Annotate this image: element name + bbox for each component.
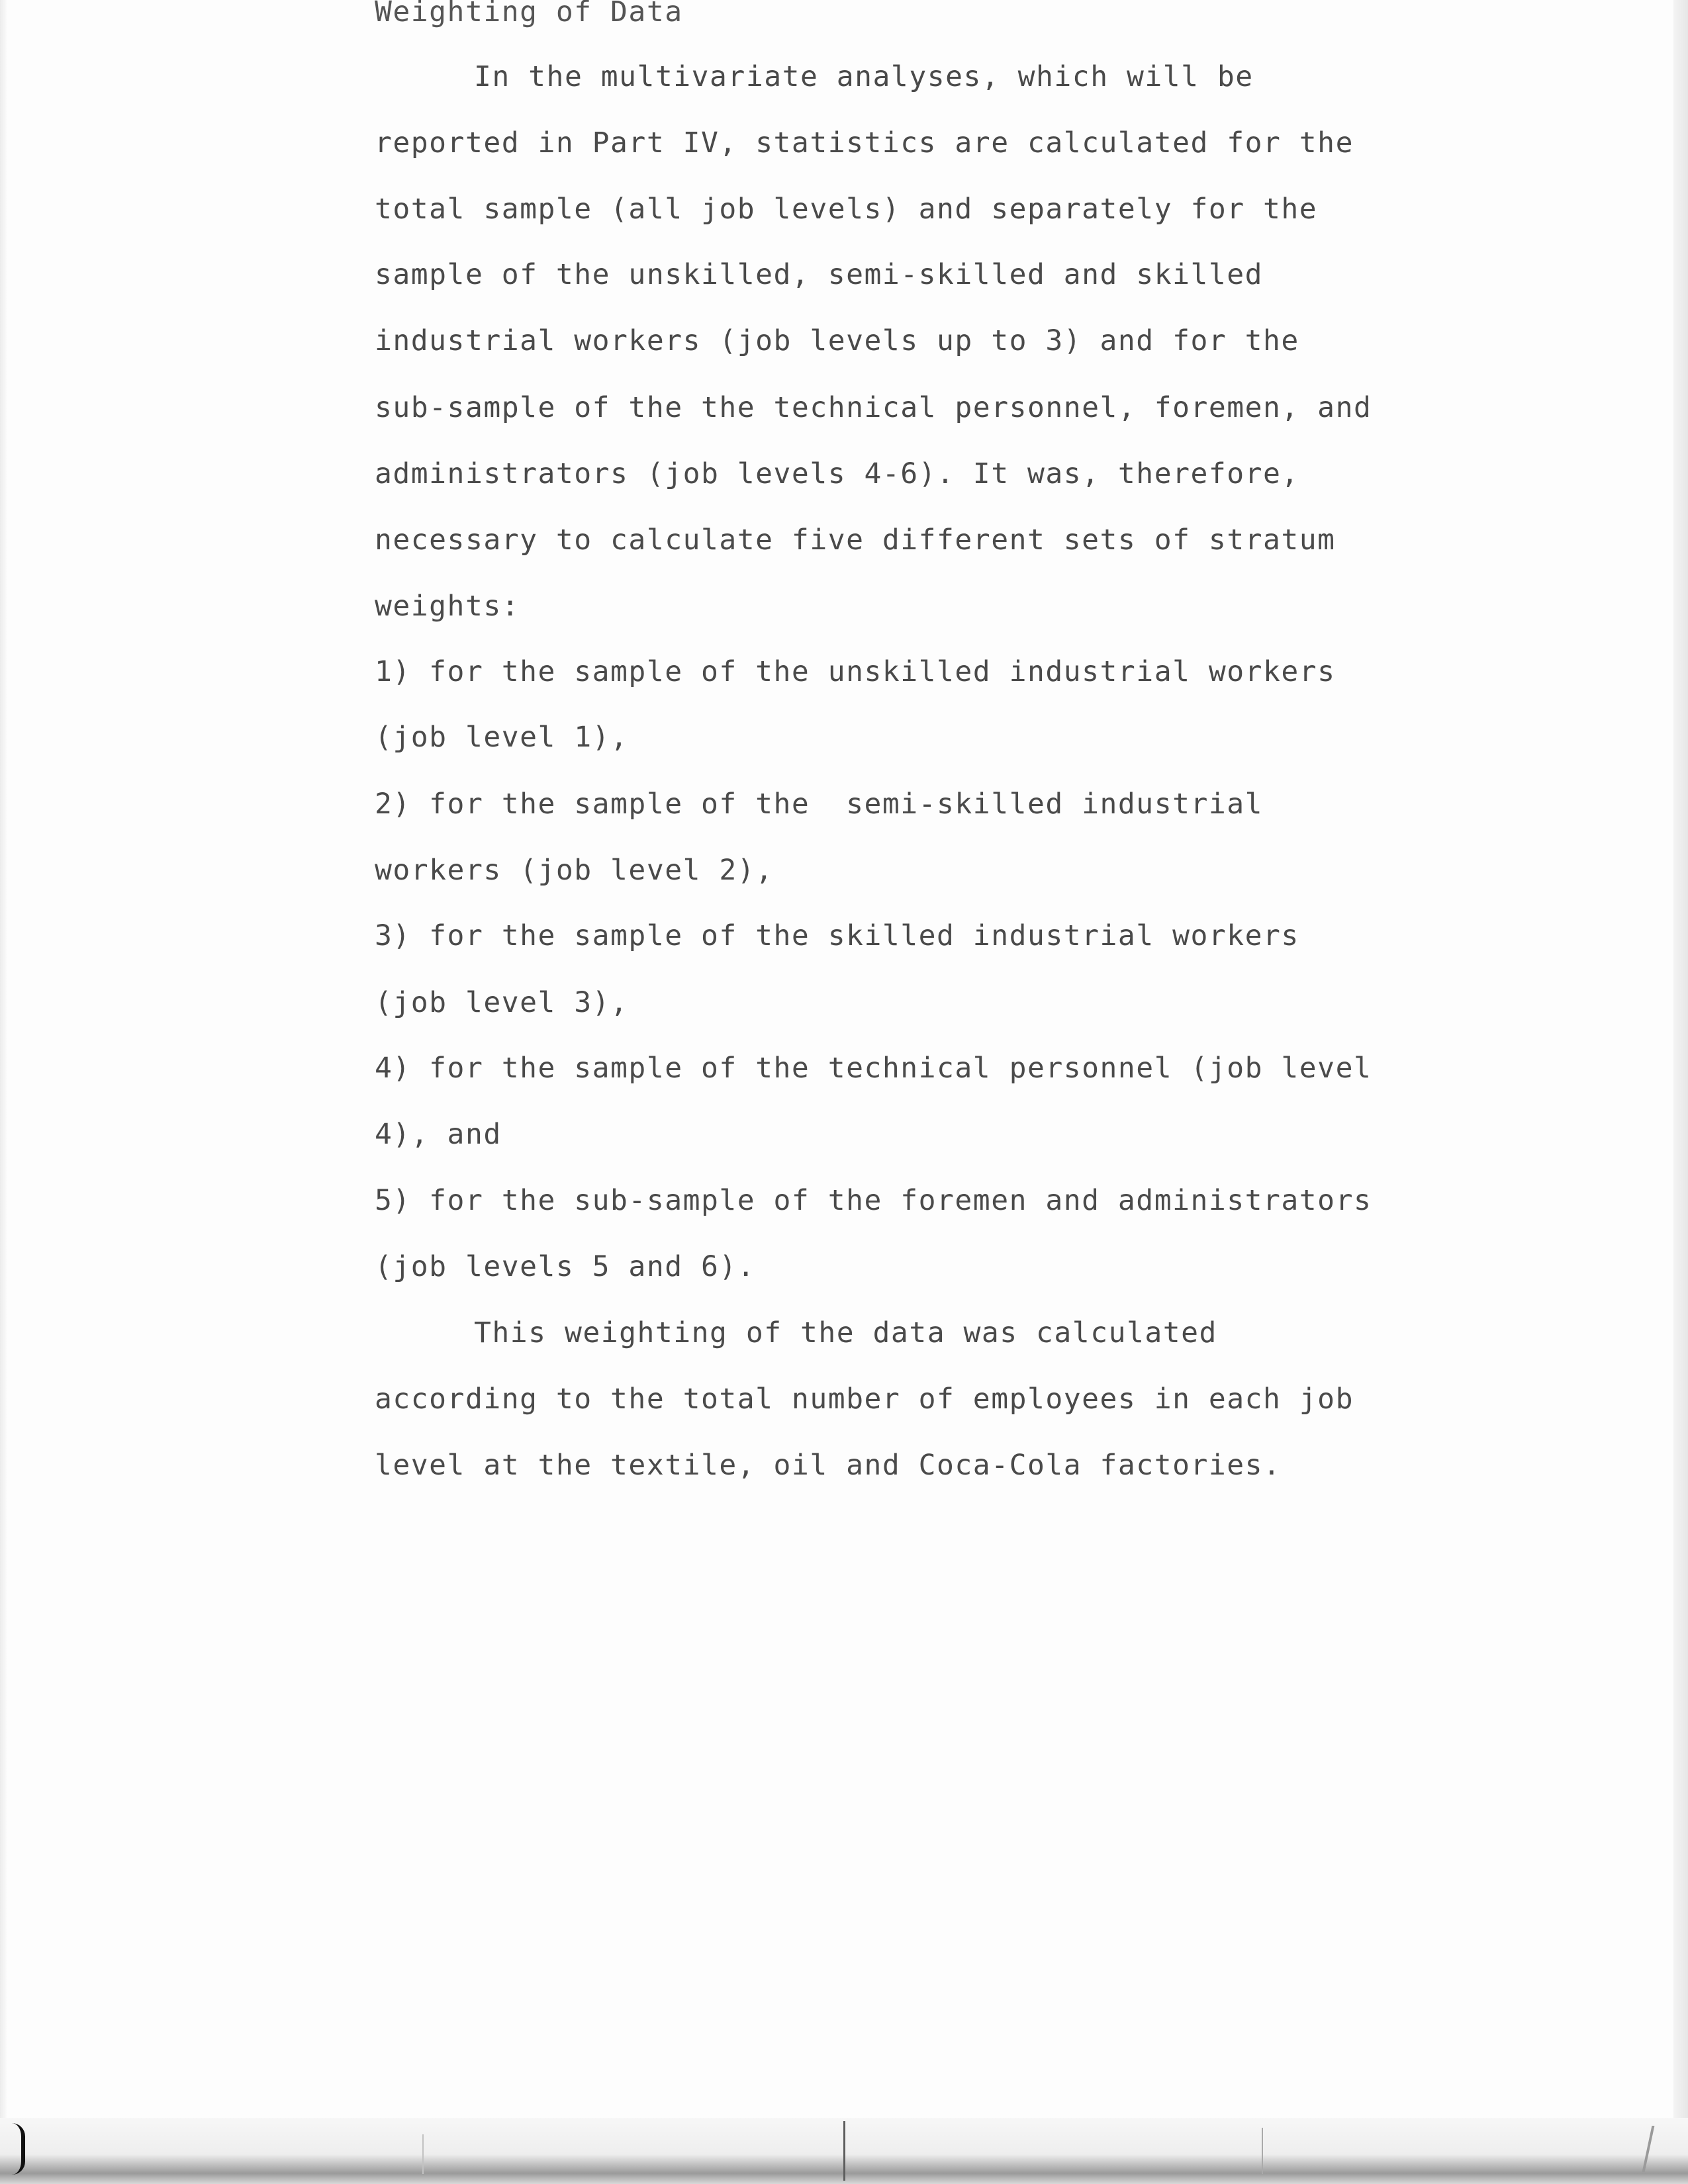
section-heading: Weighting of Data (375, 0, 683, 28)
text-line: weights: (375, 590, 520, 623)
list-item-line: (job level 1), (375, 721, 629, 754)
text-line: total sample (all job levels) and separately for the (375, 193, 1318, 226)
text-line: administrators (job levels 4-6). It was, therefore, (375, 457, 1299, 490)
text-line: sub-sample of the the technical personnel, foremen, and (375, 391, 1372, 424)
binding-mark (12, 2123, 25, 2175)
list-item-line: 1) for the sample of the unskilled industrial workers (375, 655, 1336, 688)
list-item-line: (job level 3), (375, 986, 629, 1019)
list-item-line: 3) for the sample of the skilled industrial workers (375, 919, 1299, 952)
list-item-line: 4), and (375, 1118, 502, 1151)
scan-artifact-line (422, 2134, 424, 2174)
scan-artifact-line (843, 2121, 845, 2181)
text-line: industrial workers (job levels up to 3) and for the (375, 324, 1299, 357)
text-line: according to the total number of employees in each job (375, 1383, 1354, 1416)
list-item-line: 4) for the sample of the technical personnel (job level (375, 1052, 1372, 1085)
text-line: level at the textile, oil and Coca-Cola factories. (375, 1449, 1282, 1482)
page-right-edge (1673, 0, 1688, 2184)
list-item-line: 2) for the sample of the semi-skilled industrial (375, 788, 1264, 821)
document-body (375, 0, 1540, 1482)
page-left-edge (0, 0, 7, 2184)
scan-artifact-line (1262, 2128, 1263, 2174)
list-item-line: workers (job level 2), (375, 854, 774, 887)
text-line: sample of the unskilled, semi-skilled and skilled (375, 258, 1264, 291)
list-item-line: (job levels 5 and 6). (375, 1250, 756, 1283)
text-line: This weighting of the data was calculated (474, 1316, 1217, 1349)
text-line: necessary to calculate five different sets of stratum (375, 523, 1336, 557)
text-line: In the multivariate analyses, which will be (474, 60, 1254, 93)
list-item-line: 5) for the sub-sample of the foremen and administrators (375, 1184, 1372, 1217)
text-line: reported in Part IV, statistics are calculated for the (375, 126, 1354, 159)
